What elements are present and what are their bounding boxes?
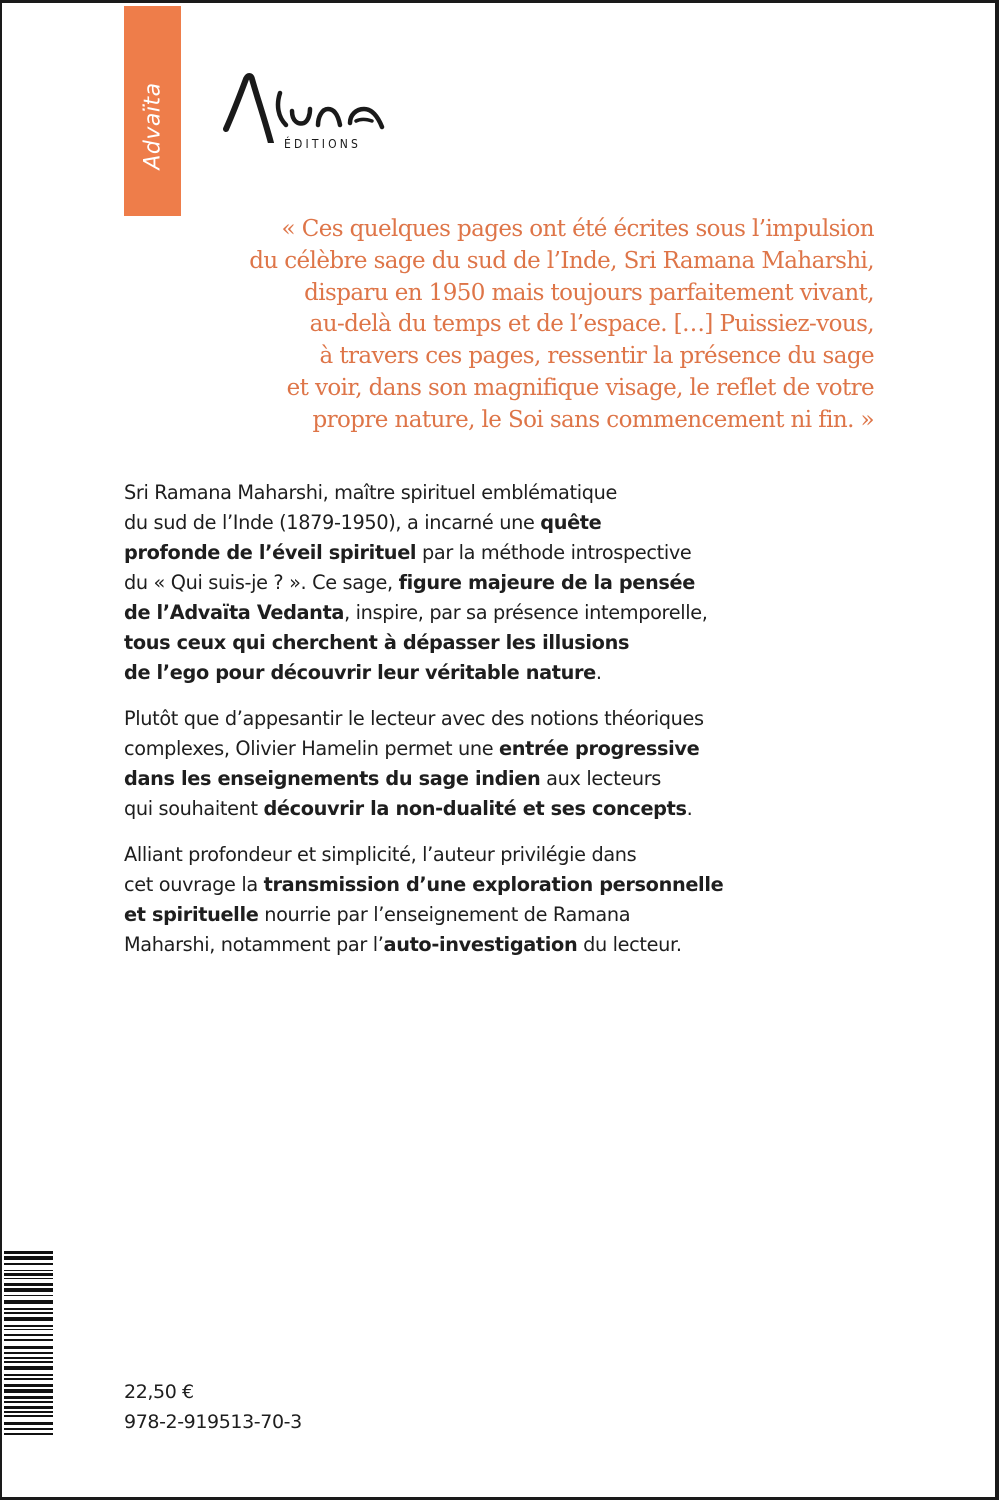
description-line xyxy=(124,704,844,734)
description-line xyxy=(124,538,844,568)
body-text: , inspire, par sa présence intemporelle, xyxy=(344,601,708,624)
description-line xyxy=(124,930,844,960)
barcode-bar xyxy=(4,1251,53,1254)
emphasis-text: tous ceux qui cherchent à dépasser les illusions xyxy=(124,631,630,654)
body-text: Maharshi, notamment par l’ xyxy=(124,933,384,956)
description-line xyxy=(124,598,844,628)
barcode-bar xyxy=(4,1263,53,1266)
barcode-icon xyxy=(4,1251,53,1435)
barcode-bar xyxy=(4,1411,53,1412)
barcode-bar xyxy=(4,1283,53,1286)
barcode-bar xyxy=(4,1312,53,1315)
pull-quote xyxy=(234,214,874,437)
isbn: 978-2-919513-70-3 xyxy=(124,1411,302,1433)
emphasis-text: quête xyxy=(540,511,602,534)
aluna-brush-logo-icon xyxy=(222,73,387,143)
body-text: complexes, Olivier Hamelin permet une xyxy=(124,737,500,760)
barcode-bar xyxy=(4,1361,53,1364)
barcode-bar xyxy=(4,1329,53,1330)
body-text: du « Qui suis-je ? ». Ce sage, xyxy=(124,571,399,594)
emphasis-text: de l’Advaïta Vedanta xyxy=(124,601,345,624)
barcode-bar xyxy=(4,1406,53,1409)
barcode-bar xyxy=(4,1339,53,1342)
collection-label: Advaïta xyxy=(140,82,165,170)
barcode-bar xyxy=(4,1357,53,1358)
publisher-subtitle: ÉDITIONS xyxy=(284,137,362,151)
emphasis-text: profonde de l’éveil spirituel xyxy=(124,541,417,564)
body-text: qui souhaitent xyxy=(124,797,264,820)
body-text: cet ouvrage la xyxy=(124,873,264,896)
body-text: Alliant profondeur et simplicité, l’auteur privilégie dans xyxy=(124,843,637,866)
quote-line: propre nature, le Soi sans commencement ni fin. » xyxy=(312,406,874,433)
body-text: aux lecteurs xyxy=(540,767,661,790)
description-line xyxy=(124,478,844,508)
quote-line: à travers ces pages, ressentir la présence du sage xyxy=(319,343,874,370)
body-text: Plutôt que d’appesantir le lecteur avec des notions théoriques xyxy=(124,707,704,730)
quote-line: au-delà du temps et de l’espace. […] Puissiez-vous, xyxy=(309,311,874,338)
barcode-bar xyxy=(4,1295,53,1296)
description-line xyxy=(124,568,844,598)
body-text: Sri Ramana Maharshi, maître spirituel emblématique xyxy=(124,481,618,504)
barcode-bar xyxy=(4,1415,53,1418)
body-text: par la méthode introspective xyxy=(416,541,692,564)
description-line xyxy=(124,764,844,794)
description-paragraph xyxy=(124,840,844,960)
barcode-bar xyxy=(4,1288,53,1292)
emphasis-text: et spirituelle xyxy=(124,903,259,926)
price: 22,50 € xyxy=(124,1381,194,1403)
body-text: . xyxy=(595,661,602,684)
barcode-bar xyxy=(4,1334,53,1337)
description-line xyxy=(124,900,844,930)
barcode-bar xyxy=(4,1389,53,1393)
emphasis-text: auto-investigation xyxy=(383,933,578,956)
emphasis-text: figure majeure de la pensée xyxy=(398,571,695,594)
barcode-bar xyxy=(4,1325,53,1326)
publisher-logo xyxy=(222,73,387,155)
barcode-bar xyxy=(4,1308,53,1309)
barcode-bar xyxy=(4,1256,53,1260)
barcode-bar xyxy=(4,1278,53,1279)
body-text: . xyxy=(686,797,693,820)
emphasis-text: dans les enseignements du sage indien xyxy=(124,767,541,790)
barcode-bar xyxy=(4,1273,53,1276)
description-line xyxy=(124,508,844,538)
emphasis-text: découvrir la non-dualité et ses concepts xyxy=(263,797,687,820)
description-line xyxy=(124,840,844,870)
collection-tab xyxy=(124,6,181,216)
description-line xyxy=(124,628,844,658)
barcode-bar xyxy=(4,1300,53,1304)
barcode-bar xyxy=(4,1270,53,1271)
description-line xyxy=(124,870,844,900)
body-text: du lecteur. xyxy=(577,933,682,956)
description-paragraph xyxy=(124,478,844,688)
description-line xyxy=(124,658,844,688)
book-description xyxy=(124,478,844,976)
barcode-bar xyxy=(4,1378,53,1381)
body-text: nourrie par l’enseignement de Ramana xyxy=(258,903,631,926)
barcode-bar xyxy=(4,1401,53,1402)
quote-line: et voir, dans son magnifique visage, le reflet de votre xyxy=(286,374,874,401)
barcode-bar xyxy=(4,1366,53,1370)
description-line xyxy=(124,734,844,764)
barcode-bar xyxy=(4,1317,53,1321)
emphasis-text: de l’ego pour découvrir leur véritable nature xyxy=(124,661,596,684)
barcode-bar xyxy=(4,1384,53,1387)
barcode-bar xyxy=(4,1396,53,1399)
description-paragraph xyxy=(124,704,844,824)
barcode-bar xyxy=(4,1352,53,1353)
barcode-bar xyxy=(4,1422,53,1426)
barcode-bar xyxy=(4,1374,53,1375)
quote-line: « Ces quelques pages ont été écrites sous l’impulsion xyxy=(281,216,874,242)
barcode-bar xyxy=(4,1346,53,1350)
body-text: du sud de l’Inde (1879-1950), a incarné une xyxy=(124,511,541,534)
description-line xyxy=(124,794,844,824)
emphasis-text: entrée progressive xyxy=(499,737,700,760)
quote-line: disparu en 1950 mais toujours parfaitement vivant, xyxy=(304,279,874,306)
quote-line: du célèbre sage du sud de l’Inde, Sri Ramana Maharshi, xyxy=(249,247,874,274)
emphasis-text: transmission d’une exploration personnelle xyxy=(263,873,724,896)
barcode-bar xyxy=(4,1428,53,1429)
barcode-bar xyxy=(4,1433,53,1434)
